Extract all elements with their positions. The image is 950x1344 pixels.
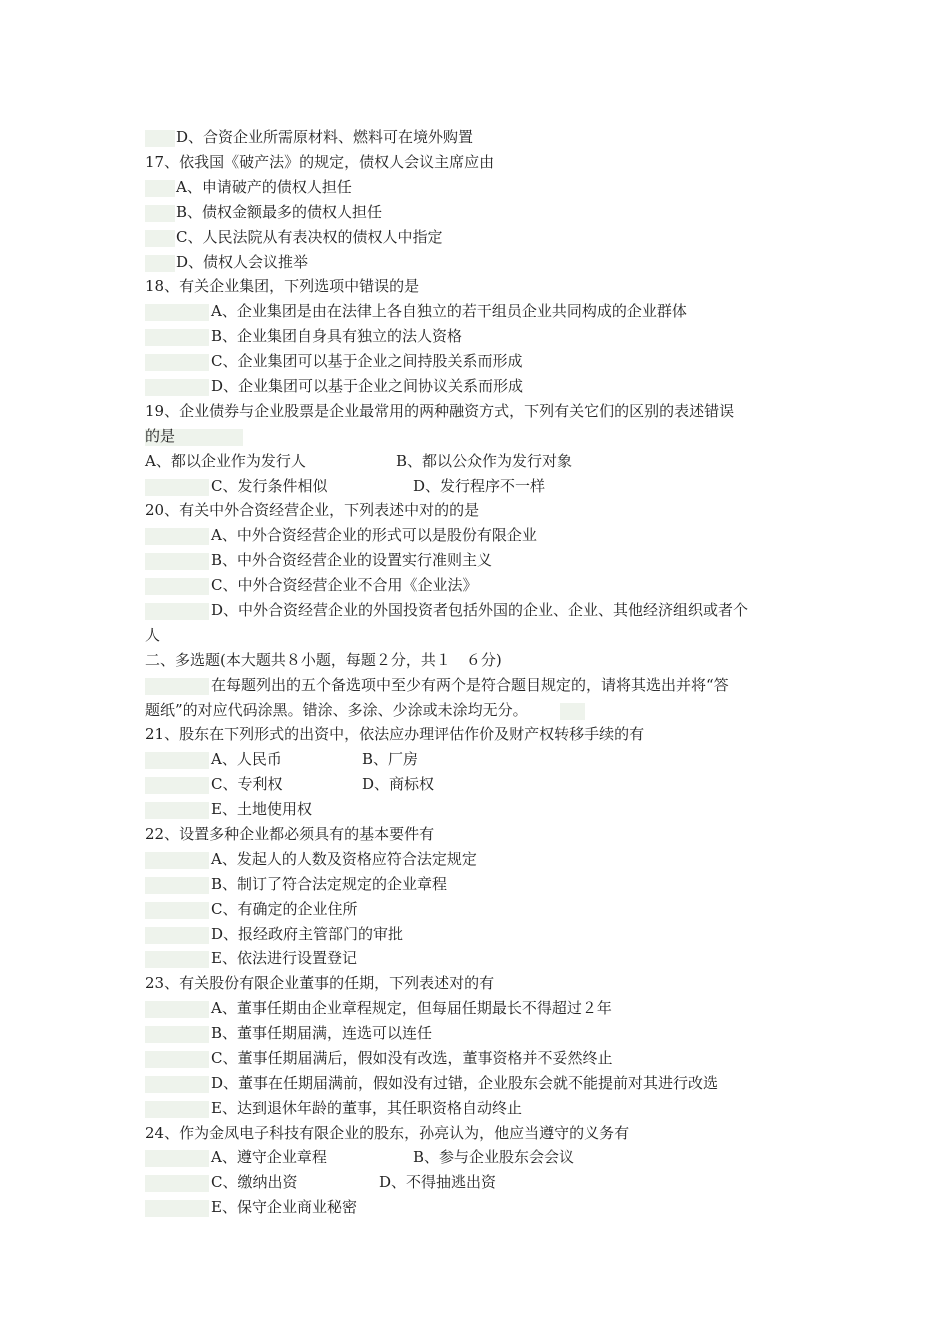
option-23-e: E、达到退休年龄的董事，其任职资格自动终止	[211, 1099, 522, 1117]
option-19-d: D、发行程序不一样	[413, 477, 546, 495]
option-19-a: A、都以企业作为发行人	[145, 452, 306, 470]
option-24-a: A、遵守企业章程	[211, 1148, 327, 1166]
option-23-a: A、董事任期由企业章程规定，但每届任期最长不得超过２年	[211, 999, 612, 1017]
highlight-strip	[145, 553, 209, 570]
option-20-b: B、中外合资经营企业的设置实行准则主义	[211, 551, 493, 569]
highlight-strip	[145, 802, 209, 819]
option-24-c: C、缴纳出资	[211, 1173, 298, 1191]
option-22-a: A、发起人的人数及资格应符合法定规定	[211, 850, 477, 868]
option-16-d: D、合资企业所需原材料、燃料可在境外购置	[176, 128, 474, 146]
highlight-strip	[145, 255, 175, 272]
section-instructions: 在每题列出的五个备选项中至少有两个是符合题目规定的，请将其选出并将“答	[211, 676, 729, 694]
highlight-strip	[145, 329, 209, 346]
highlight-strip	[145, 1200, 209, 1217]
question-17: 17、依我国《破产法》的规定，债权人会议主席应由	[145, 153, 495, 171]
option-23-d: D、董事在任期届满前，假如没有过错，企业股东会就不能提前对其进行改选	[211, 1074, 719, 1092]
highlight-strip	[560, 703, 585, 720]
option-18-b: B、企业集团自身具有独立的法人资格	[211, 327, 463, 345]
option-22-e: E、依法进行设置登记	[211, 949, 357, 967]
highlight-strip	[145, 1051, 209, 1068]
option-20-c: C、中外合资经营企业不合用《企业法》	[211, 576, 478, 594]
option-18-d: D、企业集团可以基于企业之间协议关系而形成	[211, 377, 524, 395]
highlight-strip	[145, 1101, 209, 1118]
highlight-strip	[145, 603, 209, 620]
option-21-b: B、厂房	[362, 750, 419, 768]
highlight-strip	[145, 678, 209, 695]
option-19-b: B、都以公众作为发行对象	[396, 452, 573, 470]
option-21-e: E、土地使用权	[211, 800, 312, 818]
question-24: 24、作为金凤电子科技有限企业的股东，孙亮认为，他应当遵守的义务有	[145, 1124, 630, 1142]
highlight-strip	[145, 205, 175, 222]
option-24-b: B、参与企业股东会会议	[413, 1148, 575, 1166]
highlight-strip	[145, 752, 209, 769]
highlight-strip	[145, 951, 209, 968]
question-21: 21、股东在下列形式的出资中，依法应办理评估作价及财产权转移手续的有	[145, 725, 645, 743]
question-19-cont: 的是	[145, 427, 176, 445]
option-21-c: C、专利权	[211, 775, 283, 793]
highlight-strip	[145, 1175, 209, 1192]
section-instructions-cont: 题纸”的对应代码涂黑。错涂、多涂、少涂或未涂均无分。	[145, 701, 528, 719]
option-22-b: B、制订了符合法定规定的企业章程	[211, 875, 448, 893]
highlight-strip	[145, 379, 209, 396]
option-21-a: A、人民币	[211, 750, 282, 768]
question-19: 19、企业债券与企业股票是企业最常用的两种融资方式，下列有关它们的区别的表述错误	[145, 402, 735, 420]
question-18: 18、有关企业集团，下列选项中错误的是	[145, 277, 420, 295]
highlight-strip	[145, 1001, 209, 1018]
question-23: 23、有关股份有限企业董事的任期，下列表述对的有	[145, 974, 495, 992]
question-22: 22、设置多种企业都必须具有的基本要件有	[145, 825, 435, 843]
question-20: 20、有关中外合资经营企业，下列表述中对的的是	[145, 501, 480, 519]
option-21-d: D、商标权	[362, 775, 435, 793]
highlight-strip	[145, 528, 209, 545]
option-22-c: C、有确定的企业住所	[211, 900, 358, 918]
option-18-a: A、企业集团是由在法律上各自独立的若干组员企业共同构成的企业群体	[211, 302, 687, 320]
highlight-strip	[145, 1150, 209, 1167]
option-20-d-cont: 人	[145, 626, 161, 644]
section-heading-multi-choice: 二、多选题(本大题共８小题，每题２分，共１ ６分)	[145, 651, 502, 669]
option-18-c: C、企业集团可以基于企业之间持股关系而形成	[211, 352, 523, 370]
option-20-a: A、中外合资经营企业的形式可以是股份有限企业	[211, 526, 537, 544]
highlight-strip	[145, 877, 209, 894]
option-20-d: D、中外合资经营企业的外国投资者包括外国的企业、企业、其他经济组织或者个	[211, 601, 749, 619]
highlight-strip	[145, 354, 209, 371]
highlight-strip	[145, 902, 209, 919]
highlight-strip	[145, 578, 209, 595]
option-17-b: B、债权金额最多的债权人担任	[176, 203, 383, 221]
highlight-strip	[145, 130, 175, 147]
highlight-strip	[145, 304, 209, 321]
highlight-strip	[145, 927, 209, 944]
highlight-strip	[145, 479, 209, 496]
option-17-d: D、债权人会议推举	[176, 253, 309, 271]
option-19-c: C、发行条件相似	[211, 477, 328, 495]
highlight-strip	[145, 180, 175, 197]
option-23-c: C、董事任期届满后，假如没有改选，董事资格并不妥然终止	[211, 1049, 613, 1067]
highlight-strip	[145, 1026, 209, 1043]
highlight-strip	[145, 852, 209, 869]
option-24-d: D、不得抽逃出资	[379, 1173, 497, 1191]
option-22-d: D、报经政府主管部门的审批	[211, 925, 404, 943]
option-23-b: B、董事任期届满，连选可以连任	[211, 1024, 433, 1042]
highlight-strip	[145, 1076, 209, 1093]
option-17-a: A、申请破产的债权人担任	[176, 178, 352, 196]
option-24-e: E、保守企业商业秘密	[211, 1198, 357, 1216]
highlight-strip	[145, 777, 209, 794]
highlight-strip	[145, 230, 175, 247]
option-17-c: C、人民法院从有表决权的债权人中指定	[176, 228, 443, 246]
